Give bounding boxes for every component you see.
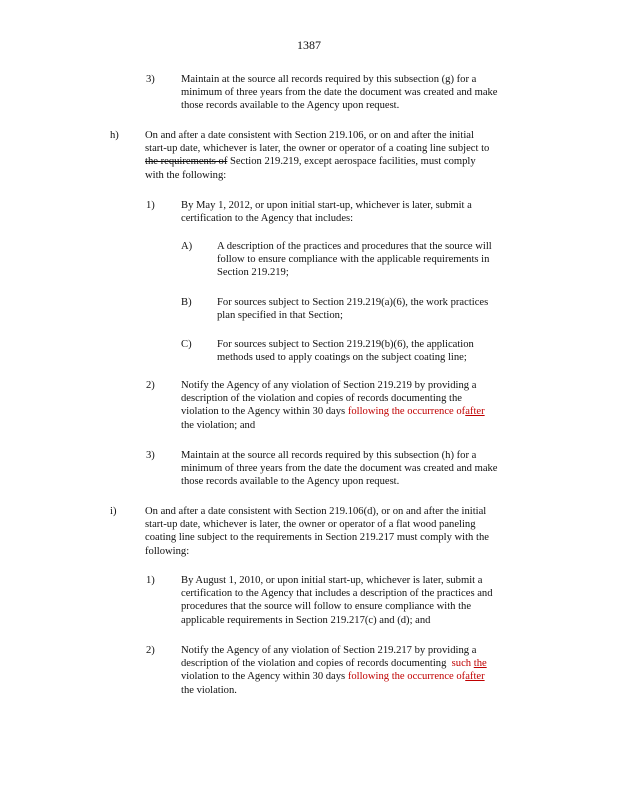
inserted-text: after [465,406,485,418]
inserted-text: after [465,671,485,683]
text-line: description of the violation and copies of records documenting the [181,393,462,405]
text-line: Maintain at the source all records required by this subsection (g) for a [181,74,477,85]
text-line: coating line subject to the requirements in Section 219.217 must comply with the [145,532,489,544]
text-line: For sources subject to Section 219.219(b)(6), the application [217,339,474,350]
item-label: 3) [146,74,155,85]
text-line: certification to the Agency that includes a description of the practices and [181,588,493,600]
text-line: procedures that the source will follow to ensure compliance with the [181,601,472,613]
h-paragraph [145,129,489,182]
i2-paragraph [181,644,487,697]
text-line: For sources subject to Section 219.219(a)(6), the work practices [217,297,489,308]
text-span: violation to the Agency within 30 days [181,406,348,418]
text-line [181,657,487,670]
text-line: those records available to the Agency upon request. [181,476,400,488]
amended-text: such [451,658,474,670]
item-label: 1) [146,575,155,586]
text-line: Notify the Agency of any violation of Section 219.217 by providing a [181,645,477,656]
text-line: the violation; and [181,419,256,431]
h1c-paragraph [217,338,474,364]
text-line: the violation. [181,684,237,696]
text-line: start-up date, whichever is later, the owner or operator of a coating line subject to [145,143,490,155]
text-line: plan specified in that Section; [217,310,343,322]
text-line [145,155,489,168]
item-label: 2) [146,380,155,391]
item-label: 1) [146,200,155,211]
text-span: Section 219.219, except aerospace facilities, must comply [227,156,476,168]
h1-paragraph [181,199,472,225]
text-line: By May 1, 2012, or upon initial start-up, whichever is later, submit a [181,200,472,211]
text-line [181,670,487,683]
text-line: methods used to apply coatings on the subject coating line; [217,352,467,364]
g3-paragraph [181,73,498,113]
subitem-label: A) [181,241,193,252]
h2-paragraph [181,379,485,432]
subitem-label: B) [181,297,192,308]
i1-paragraph [181,574,493,627]
text-line: following: [145,545,190,557]
text-line: follow to ensure compliance with the applicable requirements in [217,254,490,266]
h1b-paragraph [217,296,488,322]
text-line: with the following: [145,169,227,181]
text-span: violation to the Agency within 30 days [181,671,348,683]
h1a-paragraph [217,240,492,280]
deleted-text: the requirements of [145,156,228,168]
text-line: minimum of three years from the date the document was created and make [181,463,498,475]
text-line: By August 1, 2010, or upon initial start-up, whichever is later, submit a [181,575,483,586]
item-label: 2) [146,645,155,656]
text-span: description of the violation and copies of records documenting [181,658,452,670]
text-line [181,405,485,418]
text-line: applicable requirements in Section 219.217(c) and (d); and [181,614,431,626]
page-number: 1387 [297,38,321,52]
section-label: h) [110,130,119,141]
item-label: 3) [146,450,155,461]
h3-paragraph [181,449,498,489]
subitem-label: C) [181,339,192,350]
text-line: certification to the Agency that includes: [181,213,354,225]
amended-text: following the occurrence of [347,671,466,683]
text-line: start-up date, whichever is later, the owner or operator of a flat wood paneling [145,519,476,531]
amended-text: following the occurrence of [347,406,466,418]
text-line: On and after a date consistent with Section 219.106, or on and after the initial [145,130,474,141]
text-line: Section 219.219; [217,267,289,279]
text-line: On and after a date consistent with Section 219.106(d), or on and after the initial [145,506,487,517]
section-label: i) [110,506,117,517]
inserted-text: the [473,658,487,670]
text-line: those records available to the Agency upon request. [181,100,400,112]
i-paragraph [145,505,489,558]
text-line: Maintain at the source all records required by this subsection (h) for a [181,450,477,461]
text-line: minimum of three years from the date the document was created and make [181,87,498,99]
text-line: A description of the practices and procedures that the source will [217,241,492,252]
text-line: Notify the Agency of any violation of Section 219.219 by providing a [181,380,477,391]
